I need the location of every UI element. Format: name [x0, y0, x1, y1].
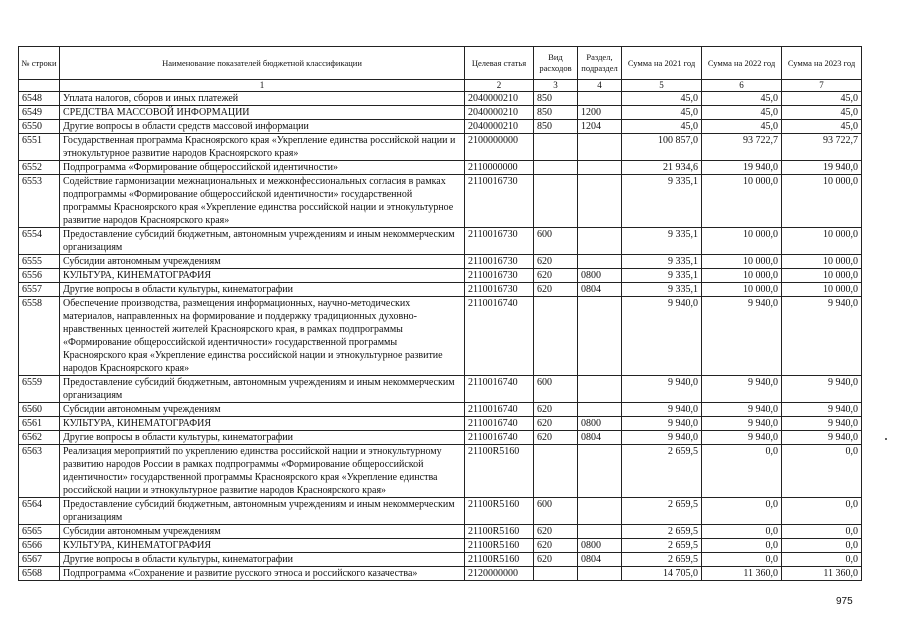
target-article-cell: 2110016740: [465, 417, 534, 431]
target-article-cell: 2110000000: [465, 161, 534, 175]
expense-type-cell: [534, 134, 578, 161]
expense-type-cell: [534, 175, 578, 228]
row-number-cell: 6560: [19, 403, 60, 417]
header-indicator-name: Наименование показателей бюджетной классификации: [60, 47, 465, 80]
header-amount-2021: Сумма на 2021 год: [622, 47, 702, 80]
amount-2023-cell: 9 940,0: [782, 376, 862, 403]
row-number-cell: 6556: [19, 269, 60, 283]
indicator-name-cell: Предоставление субсидий бюджетным, автономным учреждениям и иным некоммерческим организациям: [60, 228, 465, 255]
amount-2022-cell: 10 000,0: [702, 269, 782, 283]
amount-2021-cell: 2 659,5: [622, 498, 702, 525]
amount-2022-cell: 10 000,0: [702, 283, 782, 297]
section-code-cell: 1204: [578, 120, 622, 134]
amount-2021-cell: 2 659,5: [622, 553, 702, 567]
amount-2021-cell: 9 335,1: [622, 255, 702, 269]
amount-2022-cell: 45,0: [702, 120, 782, 134]
amount-2023-cell: 9 940,0: [782, 297, 862, 376]
amount-2022-cell: 93 722,7: [702, 134, 782, 161]
amount-2022-cell: 45,0: [702, 92, 782, 106]
amount-2023-cell: 45,0: [782, 120, 862, 134]
section-code-cell: [578, 403, 622, 417]
indicator-name-cell: Другие вопросы в области культуры, кинематографии: [60, 431, 465, 445]
header-amount-2023: Сумма на 2023 год: [782, 47, 862, 80]
amount-2022-cell: 0,0: [702, 498, 782, 525]
column-number: 5: [622, 80, 702, 92]
amount-2023-cell: 93 722,7: [782, 134, 862, 161]
row-number-cell: 6564: [19, 498, 60, 525]
column-number-row: [19, 80, 862, 92]
target-article-cell: 2110016730: [465, 228, 534, 255]
table-row: [19, 567, 862, 581]
table-row: [19, 120, 862, 134]
amount-2021-cell: 100 857,0: [622, 134, 702, 161]
amount-2021-cell: 9 940,0: [622, 297, 702, 376]
table-row: [19, 175, 862, 228]
section-code-cell: [578, 175, 622, 228]
indicator-name-cell: Субсидии автономным учреждениям: [60, 525, 465, 539]
amount-2022-cell: 10 000,0: [702, 175, 782, 228]
target-article-cell: 2110016740: [465, 297, 534, 376]
target-article-cell: 2110016730: [465, 255, 534, 269]
target-article-cell: 2110016740: [465, 431, 534, 445]
budget-table: [18, 46, 862, 581]
section-code-cell: [578, 498, 622, 525]
table-row: [19, 376, 862, 403]
section-code-cell: 0800: [578, 417, 622, 431]
column-number: 3: [534, 80, 578, 92]
amount-2021-cell: 9 335,1: [622, 269, 702, 283]
expense-type-cell: [534, 297, 578, 376]
indicator-name-cell: Государственная программа Красноярского края «Укрепление единства российской нации и этнокультурное развитие народов Красноярского края»: [60, 134, 465, 161]
amount-2022-cell: 10 000,0: [702, 228, 782, 255]
expense-type-cell: 850: [534, 92, 578, 106]
amount-2023-cell: 0,0: [782, 539, 862, 553]
indicator-name-cell: Субсидии автономным учреждениям: [60, 403, 465, 417]
column-number: 1: [60, 80, 465, 92]
row-number-cell: 6558: [19, 297, 60, 376]
header-target-article: Целевая статья: [465, 47, 534, 80]
row-number-cell: 6565: [19, 525, 60, 539]
amount-2022-cell: 11 360,0: [702, 567, 782, 581]
indicator-name-cell: Обеспечение производства, размещения информационных, научно-методических материалов, направленных на формирование и поддержку традиционных духовно-нравственных ценностей жителей Красноярского края, в рамках подпрограммы «Формирование общероссийской идентичности» государственной программы Красноярского края «Укрепление единства российской нации и этнокультурное развитие народов Красноярского края»: [60, 297, 465, 376]
amount-2023-cell: 11 360,0: [782, 567, 862, 581]
indicator-name-cell: Другие вопросы в области культуры, кинематографии: [60, 553, 465, 567]
amount-2023-cell: 0,0: [782, 498, 862, 525]
row-number-cell: 6551: [19, 134, 60, 161]
header-expense-type: Вид расходов: [534, 47, 578, 80]
amount-2021-cell: 2 659,5: [622, 525, 702, 539]
amount-2021-cell: 2 659,5: [622, 445, 702, 498]
expense-type-cell: 850: [534, 106, 578, 120]
amount-2021-cell: 9 940,0: [622, 403, 702, 417]
indicator-name-cell: Предоставление субсидий бюджетным, автономным учреждениям и иным некоммерческим организациям: [60, 498, 465, 525]
row-number-cell: 6562: [19, 431, 60, 445]
amount-2022-cell: 0,0: [702, 525, 782, 539]
row-number-cell: 6550: [19, 120, 60, 134]
section-code-cell: [578, 92, 622, 106]
table-row: [19, 161, 862, 175]
section-code-cell: [578, 567, 622, 581]
amount-2022-cell: 9 940,0: [702, 297, 782, 376]
indicator-name-cell: Другие вопросы в области культуры, кинематографии: [60, 283, 465, 297]
header-section: Раздел, подраздел: [578, 47, 622, 80]
target-article-cell: 2040000210: [465, 120, 534, 134]
amount-2021-cell: 45,0: [622, 92, 702, 106]
section-code-cell: 1200: [578, 106, 622, 120]
amount-2023-cell: 10 000,0: [782, 228, 862, 255]
table-body: [19, 92, 862, 581]
column-number: 7: [782, 80, 862, 92]
target-article-cell: 21100R5160: [465, 445, 534, 498]
row-number-cell: 6549: [19, 106, 60, 120]
page-number: 975: [836, 596, 853, 607]
table-row: [19, 525, 862, 539]
amount-2023-cell: 0,0: [782, 445, 862, 498]
target-article-cell: 2120000000: [465, 567, 534, 581]
section-code-cell: 0804: [578, 431, 622, 445]
amount-2021-cell: 45,0: [622, 106, 702, 120]
indicator-name-cell: Другие вопросы в области средств массовой информации: [60, 120, 465, 134]
expense-type-cell: 620: [534, 539, 578, 553]
expense-type-cell: 850: [534, 120, 578, 134]
amount-2023-cell: 10 000,0: [782, 255, 862, 269]
expense-type-cell: 620: [534, 269, 578, 283]
target-article-cell: 21100R5160: [465, 553, 534, 567]
row-number-cell: 6555: [19, 255, 60, 269]
row-number-cell: 6552: [19, 161, 60, 175]
table-row: [19, 445, 862, 498]
amount-2021-cell: 14 705,0: [622, 567, 702, 581]
amount-2022-cell: 0,0: [702, 539, 782, 553]
table-row: [19, 106, 862, 120]
expense-type-cell: [534, 445, 578, 498]
table-row: [19, 92, 862, 106]
header-amount-2022: Сумма на 2022 год: [702, 47, 782, 80]
indicator-name-cell: КУЛЬТУРА, КИНЕМАТОГРАФИЯ: [60, 417, 465, 431]
section-code-cell: [578, 445, 622, 498]
table-row: [19, 255, 862, 269]
amount-2021-cell: 2 659,5: [622, 539, 702, 553]
amount-2021-cell: 9 335,1: [622, 228, 702, 255]
amount-2023-cell: 45,0: [782, 106, 862, 120]
table-row: [19, 417, 862, 431]
expense-type-cell: 620: [534, 417, 578, 431]
amount-2023-cell: 9 940,0: [782, 417, 862, 431]
amount-2022-cell: 9 940,0: [702, 431, 782, 445]
column-number: 2: [465, 80, 534, 92]
indicator-name-cell: КУЛЬТУРА, КИНЕМАТОГРАФИЯ: [60, 539, 465, 553]
amount-2023-cell: 0,0: [782, 525, 862, 539]
expense-type-cell: 620: [534, 255, 578, 269]
amount-2023-cell: 45,0: [782, 92, 862, 106]
indicator-name-cell: Подпрограмма «Формирование общероссийской идентичности»: [60, 161, 465, 175]
amount-2022-cell: 0,0: [702, 445, 782, 498]
indicator-name-cell: КУЛЬТУРА, КИНЕМАТОГРАФИЯ: [60, 269, 465, 283]
expense-type-cell: 600: [534, 228, 578, 255]
target-article-cell: 2110016740: [465, 376, 534, 403]
row-number-cell: 6561: [19, 417, 60, 431]
indicator-name-cell: Реализация мероприятий по укреплению единства российской нации и этнокультурному развитию народов России в рамках подпрограммы «Формирование общероссийской идентичности» государственной программы Красноярского края «Укрепление единства российской нации и этнокультурное развитие народов Красноярского края»: [60, 445, 465, 498]
column-number: 6: [702, 80, 782, 92]
amount-2023-cell: 0,0: [782, 553, 862, 567]
row-number-cell: 6566: [19, 539, 60, 553]
target-article-cell: 21100R5160: [465, 498, 534, 525]
target-article-cell: 2110016730: [465, 269, 534, 283]
indicator-name-cell: Уплата налогов, сборов и иных платежей: [60, 92, 465, 106]
amount-2023-cell: 9 940,0: [782, 403, 862, 417]
target-article-cell: 2040000210: [465, 92, 534, 106]
expense-type-cell: 600: [534, 376, 578, 403]
expense-type-cell: 620: [534, 403, 578, 417]
target-article-cell: 2110016740: [465, 403, 534, 417]
row-number-cell: 6567: [19, 553, 60, 567]
column-number: [19, 80, 60, 92]
target-article-cell: 2100000000: [465, 134, 534, 161]
section-code-cell: [578, 134, 622, 161]
amount-2021-cell: 45,0: [622, 120, 702, 134]
expense-type-cell: 620: [534, 525, 578, 539]
section-code-cell: 0804: [578, 553, 622, 567]
expense-type-cell: 620: [534, 283, 578, 297]
table-header-row: [19, 47, 862, 80]
amount-2021-cell: 9 335,1: [622, 283, 702, 297]
table-row: [19, 297, 862, 376]
amount-2022-cell: 9 940,0: [702, 417, 782, 431]
section-code-cell: [578, 297, 622, 376]
expense-type-cell: [534, 161, 578, 175]
column-number: 4: [578, 80, 622, 92]
amount-2021-cell: 9 940,0: [622, 376, 702, 403]
amount-2022-cell: 9 940,0: [702, 403, 782, 417]
row-number-cell: 6568: [19, 567, 60, 581]
section-code-cell: [578, 255, 622, 269]
table-row: [19, 134, 862, 161]
expense-type-cell: [534, 567, 578, 581]
amount-2023-cell: 9 940,0: [782, 431, 862, 445]
amount-2022-cell: 0,0: [702, 553, 782, 567]
scan-speck: [885, 438, 887, 440]
amount-2022-cell: 10 000,0: [702, 255, 782, 269]
amount-2021-cell: 9 940,0: [622, 431, 702, 445]
table-row: [19, 539, 862, 553]
target-article-cell: 21100R5160: [465, 525, 534, 539]
amount-2023-cell: 10 000,0: [782, 269, 862, 283]
section-code-cell: 0800: [578, 269, 622, 283]
row-number-cell: 6553: [19, 175, 60, 228]
row-number-cell: 6559: [19, 376, 60, 403]
indicator-name-cell: Подпрограмма «Сохранение и развитие русского этноса и российского казачества»: [60, 567, 465, 581]
amount-2021-cell: 9 940,0: [622, 417, 702, 431]
expense-type-cell: 600: [534, 498, 578, 525]
target-article-cell: 2110016730: [465, 283, 534, 297]
target-article-cell: 21100R5160: [465, 539, 534, 553]
table-row: [19, 283, 862, 297]
amount-2021-cell: 9 335,1: [622, 175, 702, 228]
section-code-cell: [578, 161, 622, 175]
table-row: [19, 269, 862, 283]
indicator-name-cell: Содействие гармонизации межнациональных и межконфессиональных согласия в рамках подпрограммы «Формирование общероссийской идентичности» государственной программы Красноярского края «Укрепление единства российской нации и этнокультурное развитие народов Красноярского края»: [60, 175, 465, 228]
amount-2022-cell: 9 940,0: [702, 376, 782, 403]
indicator-name-cell: Предоставление субсидий бюджетным, автономным учреждениям и иным некоммерческим организациям: [60, 376, 465, 403]
expense-type-cell: 620: [534, 553, 578, 567]
amount-2022-cell: 45,0: [702, 106, 782, 120]
indicator-name-cell: СРЕДСТВА МАССОВОЙ ИНФОРМАЦИИ: [60, 106, 465, 120]
target-article-cell: 2110016730: [465, 175, 534, 228]
target-article-cell: 2040000210: [465, 106, 534, 120]
section-code-cell: 0804: [578, 283, 622, 297]
indicator-name-cell: Субсидии автономным учреждениям: [60, 255, 465, 269]
section-code-cell: [578, 376, 622, 403]
amount-2022-cell: 19 940,0: [702, 161, 782, 175]
table-row: [19, 498, 862, 525]
amount-2023-cell: 19 940,0: [782, 161, 862, 175]
expense-type-cell: 620: [534, 431, 578, 445]
row-number-cell: 6548: [19, 92, 60, 106]
amount-2021-cell: 21 934,6: [622, 161, 702, 175]
table-row: [19, 431, 862, 445]
section-code-cell: [578, 525, 622, 539]
header-row-number: № строки: [19, 47, 60, 80]
amount-2023-cell: 10 000,0: [782, 175, 862, 228]
table-row: [19, 228, 862, 255]
section-code-cell: 0800: [578, 539, 622, 553]
row-number-cell: 6554: [19, 228, 60, 255]
table-row: [19, 403, 862, 417]
row-number-cell: 6563: [19, 445, 60, 498]
section-code-cell: [578, 228, 622, 255]
row-number-cell: 6557: [19, 283, 60, 297]
amount-2023-cell: 10 000,0: [782, 283, 862, 297]
table-row: [19, 553, 862, 567]
